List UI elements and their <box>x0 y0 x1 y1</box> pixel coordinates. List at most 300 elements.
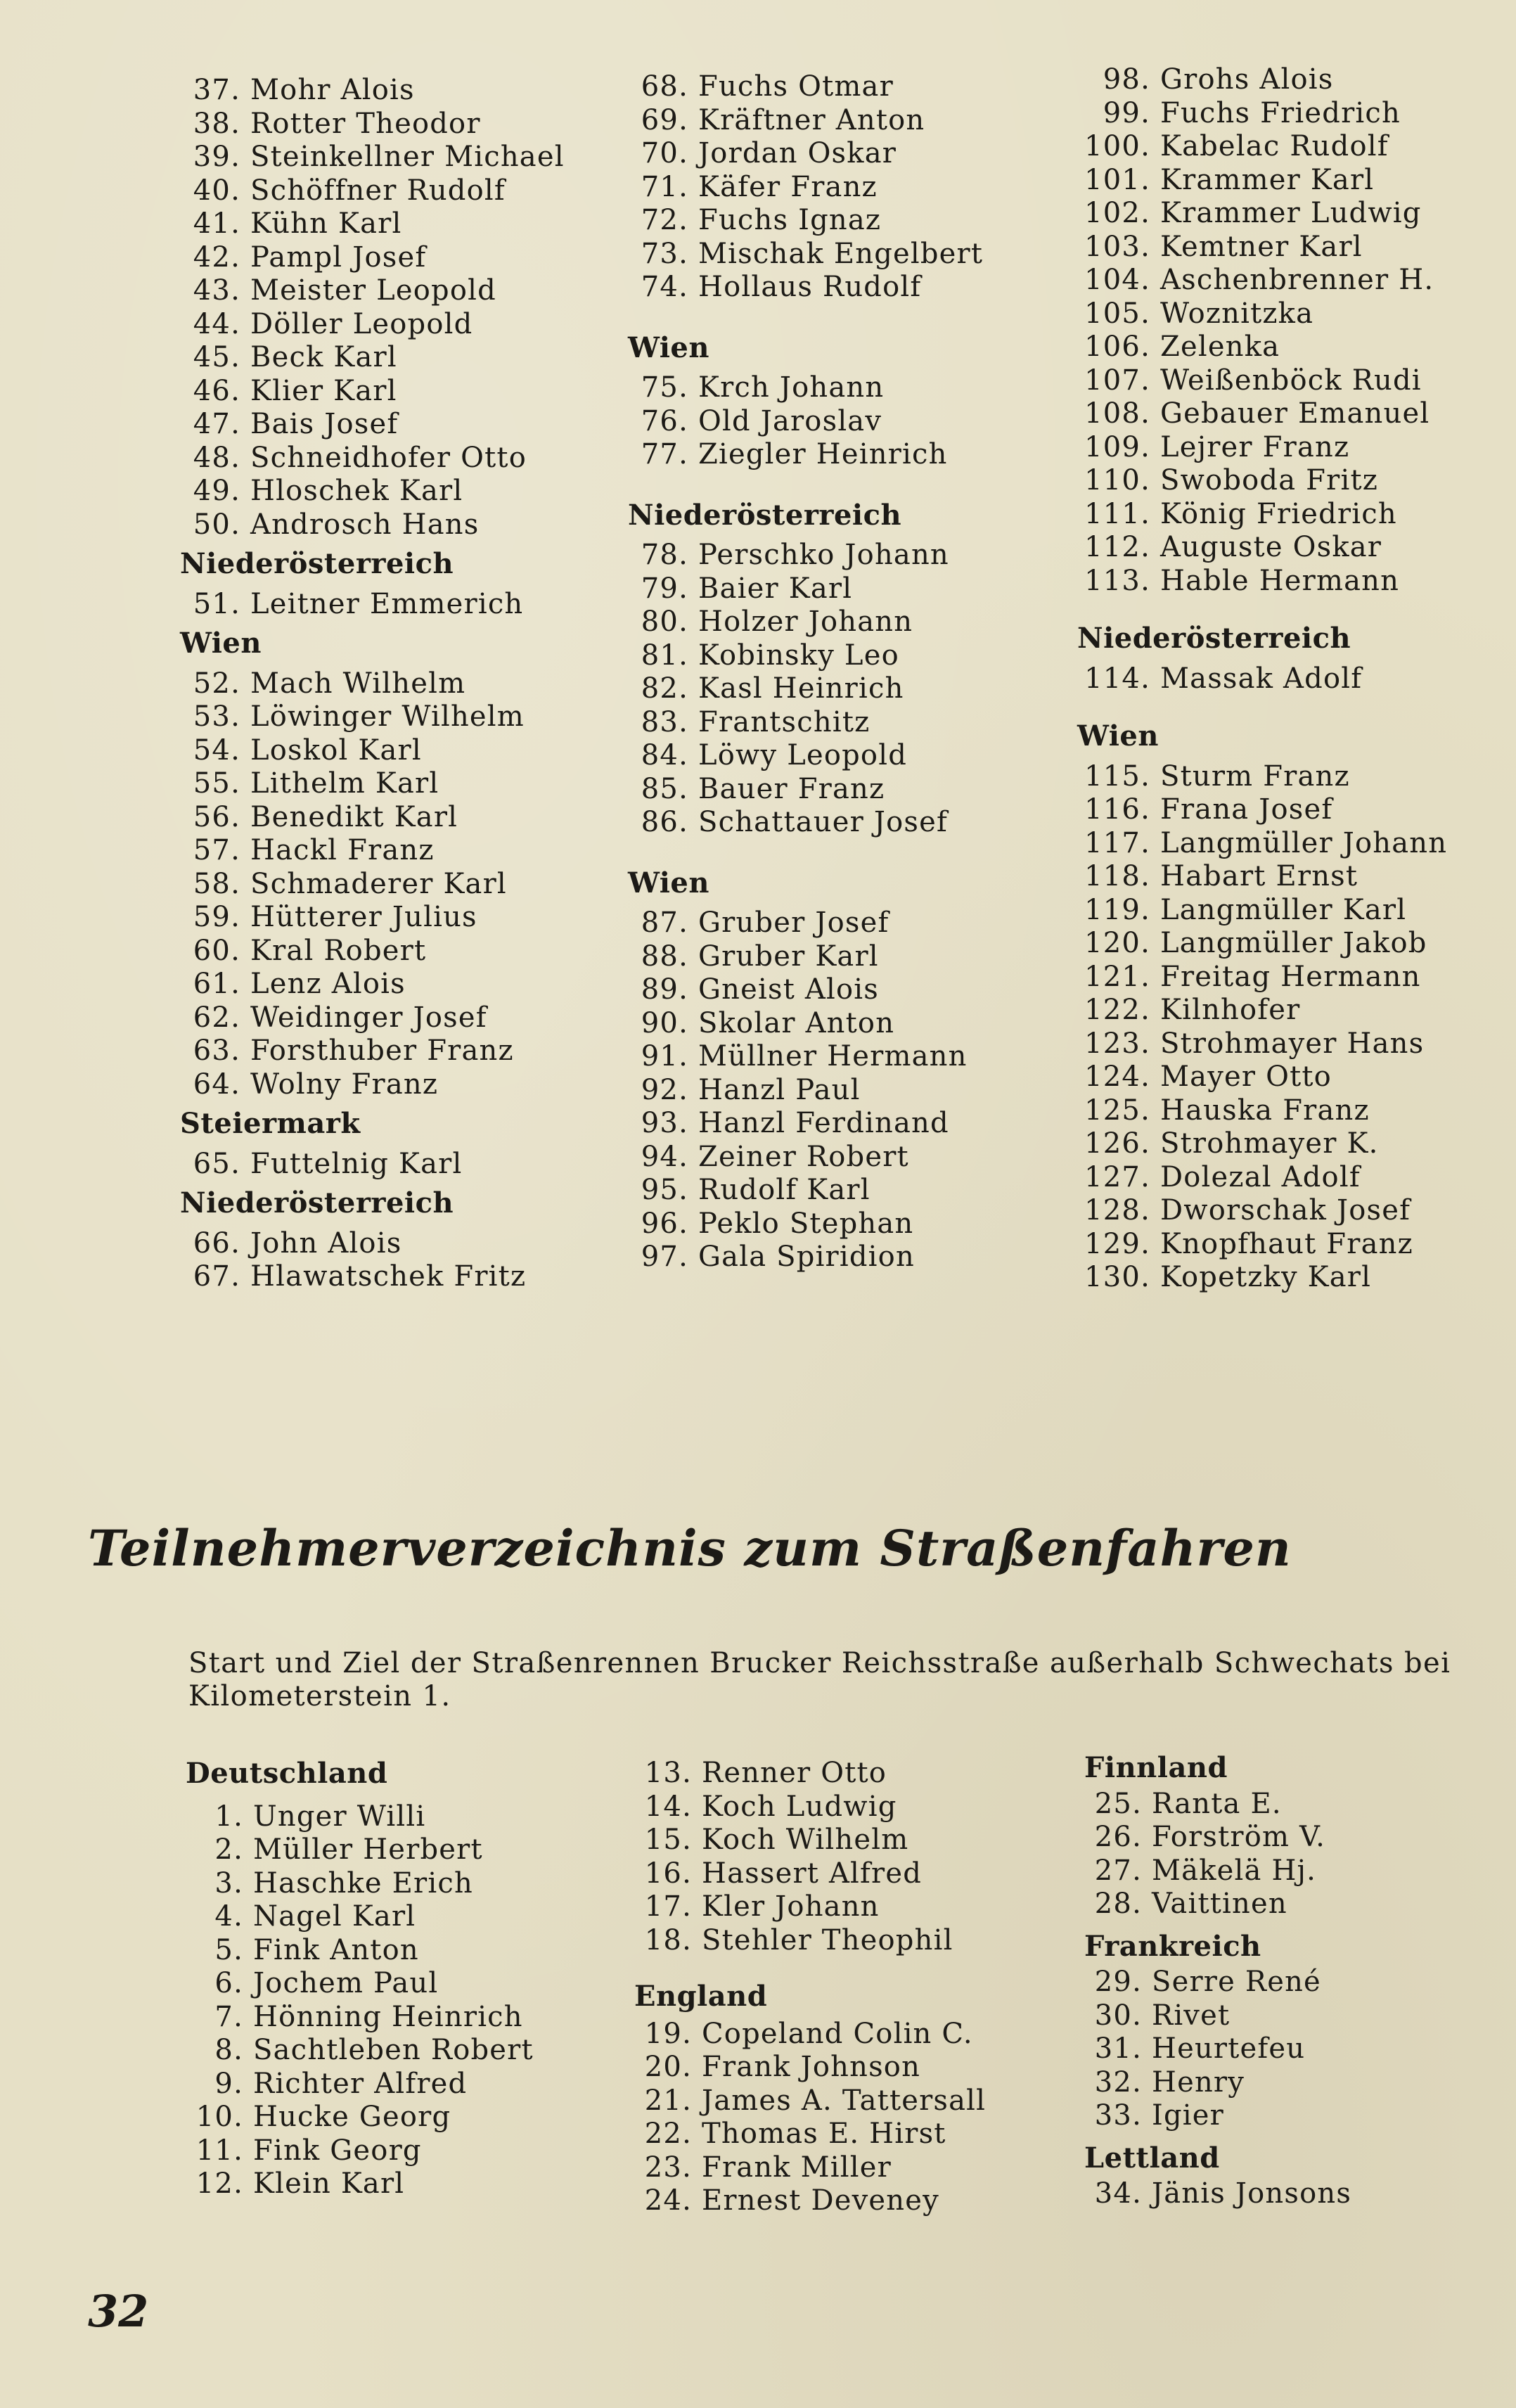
entry-name: Ziegler Heinrich <box>698 438 948 470</box>
entry-number: 77. <box>641 438 688 470</box>
top-column-3 <box>1076 63 1447 1295</box>
entry-name: Woznitzka <box>1160 297 1314 330</box>
entry-name: Heurtefeu <box>1152 2032 1306 2065</box>
entry-name: Langmüller Jakob <box>1160 927 1427 959</box>
participant-entry <box>1083 2032 1351 2066</box>
top-column-2 <box>629 70 983 1274</box>
entry-number: 66. <box>193 1227 240 1260</box>
participant-entry <box>1076 364 1447 398</box>
entry-number: 116. <box>1084 793 1150 826</box>
entry-number: 32. <box>1094 2066 1142 2099</box>
participant-entry <box>1076 1261 1447 1295</box>
participant-entry <box>184 1867 534 1901</box>
entry-number: 28. <box>1094 1888 1142 1920</box>
entry-name: Mischak Engelbert <box>698 237 984 270</box>
entry-number: 127. <box>1084 1160 1150 1193</box>
participant-entry <box>1076 894 1447 928</box>
entry-name: Hable Hermann <box>1160 564 1400 597</box>
entry-number: 27. <box>1094 1854 1142 1887</box>
entry-number: 6. <box>214 1967 243 1999</box>
entry-name: Peklo Stephan <box>698 1207 914 1240</box>
participant-entry <box>629 405 983 439</box>
participant-entry <box>629 1074 983 1108</box>
entry-number: 98. <box>1103 63 1150 96</box>
entry-number: 105. <box>1084 297 1150 330</box>
entry-number: 17. <box>644 1890 692 1923</box>
participant-entry <box>181 408 565 442</box>
entry-name: Fuchs Friedrich <box>1160 96 1401 129</box>
participant-entry <box>184 2101 534 2134</box>
participant-entry <box>184 1833 534 1867</box>
participant-entry <box>181 868 565 902</box>
entry-number: 85. <box>641 772 688 805</box>
entry-name: Kral Robert <box>250 934 427 967</box>
entry-name: Benedikt Karl <box>250 800 458 833</box>
entry-name: Holzer Johann <box>698 606 913 638</box>
entry-name: John Alois <box>250 1227 402 1260</box>
entry-number: 101. <box>1084 163 1150 196</box>
entry-number: 20. <box>644 2051 692 2083</box>
entry-name: Wolny Franz <box>250 1068 439 1101</box>
entry-name: Bauer Franz <box>698 772 885 805</box>
entry-name: Beck Karl <box>250 341 397 373</box>
participant-entry <box>1076 130 1447 164</box>
entry-name: Jänis Jonsons <box>1152 2177 1352 2210</box>
participant-entry <box>1076 97 1447 131</box>
entry-name: Rudolf Karl <box>698 1174 871 1206</box>
entry-number: 71. <box>641 170 688 203</box>
participant-entry <box>1076 164 1447 198</box>
entry-name: Sachtleben Robert <box>253 2034 534 2066</box>
entry-number: 74. <box>641 271 688 303</box>
entry-number: 57. <box>193 834 240 866</box>
entry-name: Schöffner Rudolf <box>250 174 506 207</box>
participant-entry <box>1076 827 1447 861</box>
entry-number: 47. <box>193 408 240 440</box>
entry-number: 9. <box>214 2067 243 2100</box>
entry-name: Schneidhofer Otto <box>250 441 527 474</box>
participant-entry <box>1083 2099 1351 2133</box>
entry-name: Krammer Ludwig <box>1160 197 1422 229</box>
participant-entry <box>629 773 983 807</box>
entry-number: 69. <box>641 103 688 136</box>
participant-entry <box>633 2184 986 2218</box>
entry-number: 82. <box>641 672 688 705</box>
region-heading: Wien <box>1077 719 1159 752</box>
entry-number: 108. <box>1084 397 1150 430</box>
participant-entry <box>629 137 983 171</box>
entry-name: Frank Johnson <box>702 2051 921 2083</box>
region-heading: Steiermark <box>180 1107 361 1140</box>
entry-name: Androsch Hans <box>250 508 480 541</box>
participant-entry <box>181 108 565 141</box>
entry-number: 1. <box>214 1800 243 1833</box>
entry-number: 75. <box>641 371 688 404</box>
participant-entry <box>181 935 565 968</box>
participant-entry <box>184 1967 534 2001</box>
entry-number: 97. <box>641 1241 688 1273</box>
participant-entry <box>1083 1821 1351 1855</box>
entry-name: Weidinger Josef <box>250 1001 487 1034</box>
entry-name: Skolar Anton <box>698 1006 895 1039</box>
entry-number: 83. <box>641 705 688 738</box>
participant-entry <box>629 606 983 639</box>
entry-name: Meister Leopold <box>250 274 496 307</box>
participant-entry <box>181 1227 565 1261</box>
section-title: Teilnehmerverzeichnis zum Straßenfahren <box>88 1519 1292 1577</box>
entry-name: Lithelm Karl <box>250 767 439 800</box>
region-heading: Niederösterreich <box>1077 622 1351 655</box>
entry-name: Haschke Erich <box>253 1866 473 1900</box>
participant-entry <box>181 475 565 508</box>
entry-number: 67. <box>193 1260 240 1293</box>
entry-number: 96. <box>641 1207 688 1240</box>
entry-name: Freitag Hermann <box>1160 960 1421 993</box>
entry-name: Koch Wilhelm <box>702 1824 909 1856</box>
participant-entry <box>181 1260 565 1294</box>
region-heading: Niederösterreich <box>180 547 454 580</box>
participant-entry <box>629 204 983 238</box>
participant-entry <box>181 508 565 542</box>
entry-name: Koch Ludwig <box>702 1790 897 1823</box>
entry-number: 30. <box>1094 1999 1142 2032</box>
participant-entry <box>629 70 983 104</box>
entry-name: Hassert Alfred <box>702 1857 923 1890</box>
entry-name: Mach Wilhelm <box>250 667 466 700</box>
participant-entry <box>1076 331 1447 364</box>
participant-entry <box>1076 1061 1447 1094</box>
participant-entry <box>629 907 983 940</box>
participant-entry <box>633 1824 986 1857</box>
participant-entry <box>633 1857 986 1891</box>
entry-number: 107. <box>1084 364 1150 397</box>
entry-number: 103. <box>1084 230 1150 263</box>
participant-entry <box>184 1900 534 1934</box>
participant-entry <box>181 308 565 342</box>
entry-name: Futtelnig Karl <box>250 1147 463 1180</box>
entry-name: Zelenka <box>1160 331 1280 363</box>
entry-number: 44. <box>193 307 240 340</box>
participant-entry <box>633 2151 986 2185</box>
entry-number: 125. <box>1084 1094 1150 1127</box>
entry-name: Hlawatschek Fritz <box>250 1260 527 1293</box>
entry-name: Müller Herbert <box>253 1833 483 1866</box>
participant-entry <box>181 588 565 622</box>
entry-number: 106. <box>1084 331 1150 363</box>
entry-name: Käfer Franz <box>698 170 878 203</box>
entry-name: Old Jaroslav <box>698 404 882 437</box>
entry-number: 4. <box>214 1900 243 1933</box>
entry-number: 92. <box>641 1073 688 1106</box>
entry-number: 13. <box>644 1757 692 1789</box>
participant-entry <box>1076 1228 1447 1262</box>
entry-name: Gala Spiridion <box>698 1241 915 1273</box>
entry-number: 130. <box>1084 1261 1150 1293</box>
entry-number: 120. <box>1084 927 1150 959</box>
entry-name: Klier Karl <box>250 374 397 407</box>
entry-number: 7. <box>214 2000 243 2033</box>
entry-number: 19. <box>644 2017 692 2050</box>
participant-entry <box>184 2068 534 2101</box>
entry-name: Lejrer Franz <box>1160 430 1350 463</box>
entry-number: 123. <box>1084 1027 1150 1060</box>
entry-name: Kräftner Anton <box>698 103 925 136</box>
entry-number: 38. <box>193 107 240 140</box>
entry-name: Serre René <box>1152 1966 1321 1998</box>
participant-entry <box>181 74 565 108</box>
participant-entry <box>629 1141 983 1174</box>
entry-number: 76. <box>641 404 688 437</box>
participant-entry <box>1076 63 1447 97</box>
entry-name: Henry <box>1152 2066 1245 2099</box>
entry-number: 89. <box>641 973 688 1006</box>
participant-entry <box>633 1791 986 1824</box>
participant-entry <box>184 1800 534 1834</box>
entry-name: Kopetzky Karl <box>1160 1261 1372 1293</box>
section-intro: Start und Ziel der Straßenrennen Brucker Reichsstraße außerhalb Schwechats bei Kilometerstein 1. <box>188 1647 1451 1712</box>
region-heading: Lettland <box>1084 2141 1220 2175</box>
participant-entry <box>633 2018 986 2051</box>
entry-number: 58. <box>193 867 240 900</box>
entry-name: Forsthuber Franz <box>250 1035 514 1067</box>
entry-number: 42. <box>193 241 240 274</box>
entry-number: 18. <box>644 1923 692 1956</box>
entry-name: Klein Karl <box>253 2167 405 2200</box>
entry-name: König Friedrich <box>1160 497 1397 530</box>
entry-number: 54. <box>193 734 240 767</box>
entry-name: Habart Ernst <box>1160 860 1358 892</box>
entry-name: Hollaus Rudolf <box>698 271 922 303</box>
participant-entry <box>629 438 983 472</box>
entry-name: Löwy Leopold <box>698 739 907 771</box>
entry-number: 104. <box>1084 264 1150 296</box>
entry-number: 114. <box>1084 662 1150 695</box>
participant-entry <box>1076 397 1447 431</box>
entry-number: 39. <box>193 141 240 173</box>
entry-name: Loskol Karl <box>250 734 422 767</box>
entry-name: Frana Josef <box>1160 793 1333 826</box>
participant-entry <box>1076 760 1447 794</box>
participant-entry <box>629 639 983 673</box>
entry-number: 15. <box>644 1824 692 1856</box>
participant-entry <box>1076 431 1447 465</box>
entry-number: 129. <box>1084 1227 1150 1260</box>
participant-entry <box>629 1040 983 1074</box>
entry-name: Baier Karl <box>698 572 853 605</box>
entry-name: Kler Johann <box>702 1890 880 1923</box>
participant-entry <box>1076 1127 1447 1161</box>
participant-entry <box>629 1208 983 1241</box>
entry-number: 55. <box>193 767 240 800</box>
entry-name: Gruber Josef <box>698 907 889 939</box>
participant-entry <box>1076 565 1447 598</box>
entry-number: 90. <box>641 1006 688 1039</box>
entry-name: Fuchs Otmar <box>698 70 894 103</box>
participant-entry <box>1076 264 1447 297</box>
participant-entry <box>1076 793 1447 827</box>
entry-number: 3. <box>214 1866 243 1900</box>
participant-entry <box>633 2118 986 2151</box>
participant-entry <box>1083 1788 1351 1821</box>
entry-name: Swoboda Fritz <box>1160 464 1378 497</box>
region-heading: Deutschland <box>186 1757 388 1790</box>
participant-entry <box>629 238 983 271</box>
participant-entry <box>1076 498 1447 532</box>
entry-number: 61. <box>193 968 240 1000</box>
entry-number: 86. <box>641 806 688 838</box>
participant-entry <box>181 375 565 409</box>
entry-name: Bais Josef <box>250 408 399 440</box>
entry-name: Rotter Theodor <box>250 107 481 140</box>
entry-number: 52. <box>193 667 240 700</box>
entry-name: Rivet <box>1152 1999 1231 2032</box>
participant-entry <box>181 801 565 835</box>
entry-name: Fink Anton <box>253 1933 419 1966</box>
entry-number: 87. <box>641 907 688 939</box>
participant-entry <box>629 539 983 572</box>
entry-name: Pampl Josef <box>250 241 427 274</box>
entry-name: Ernest Deveney <box>702 2184 939 2217</box>
entry-name: Krammer Karl <box>1160 163 1375 196</box>
entry-name: Vaittinen <box>1152 1888 1287 1920</box>
entry-number: 59. <box>193 901 240 933</box>
entry-number: 22. <box>644 2118 692 2150</box>
entry-number: 62. <box>193 1001 240 1034</box>
entry-name: Strohmayer K. <box>1160 1127 1379 1160</box>
region-heading: Niederösterreich <box>180 1186 454 1219</box>
participant-entry <box>629 1107 983 1141</box>
entry-name: Ranta E. <box>1152 1787 1282 1820</box>
entry-number: 49. <box>193 475 240 507</box>
entry-name: Renner Otto <box>702 1757 887 1789</box>
entry-number: 34. <box>1094 2177 1142 2210</box>
entry-name: Hanzl Ferdinand <box>698 1107 949 1139</box>
participant-entry <box>629 806 983 840</box>
entry-number: 41. <box>193 207 240 240</box>
entry-name: Hauska Franz <box>1160 1094 1370 1127</box>
entry-number: 5. <box>214 1933 243 1966</box>
entry-name: Kabelac Rudolf <box>1160 130 1389 162</box>
participant-entry <box>184 2001 534 2035</box>
participant-entry <box>1076 464 1447 498</box>
entry-name: Mäkelä Hj. <box>1152 1854 1317 1887</box>
entry-name: Kasl Heinrich <box>698 672 904 705</box>
entry-name: Fuchs Ignaz <box>698 204 882 236</box>
bottom-column-1 <box>184 1757 534 2201</box>
entry-name: Gneist Alois <box>698 973 879 1006</box>
entry-name: Mayer Otto <box>1160 1061 1332 1093</box>
entry-name: Perschko Johann <box>698 539 949 571</box>
participant-entry <box>1076 1194 1447 1228</box>
entry-name: Stehler Theophil <box>702 1923 953 1956</box>
entry-number: 56. <box>193 800 240 833</box>
page-number: 32 <box>88 2286 149 2337</box>
participant-entry <box>629 940 983 974</box>
entry-name: Frantschitz <box>698 705 871 738</box>
participant-entry <box>181 174 565 208</box>
participant-entry <box>181 667 565 701</box>
entry-number: 46. <box>193 374 240 407</box>
entry-name: Sturm Franz <box>1160 760 1350 793</box>
entry-name: Schattauer Josef <box>698 806 949 838</box>
participant-entry <box>1076 860 1447 894</box>
entry-name: Copeland Colin C. <box>702 2017 973 2050</box>
region-heading: Frankreich <box>1084 1929 1261 1963</box>
participant-entry <box>1076 531 1447 565</box>
participant-entry <box>629 171 983 205</box>
participant-entry <box>184 2167 534 2201</box>
participant-entry <box>181 700 565 734</box>
entry-number: 110. <box>1084 464 1150 497</box>
entry-number: 117. <box>1084 826 1150 859</box>
participant-entry <box>181 442 565 475</box>
entry-number: 88. <box>641 940 688 973</box>
entry-name: Unger Willi <box>253 1800 426 1833</box>
participant-entry <box>1083 2177 1351 2211</box>
entry-number: 112. <box>1084 531 1150 563</box>
entry-name: Knopfhaut Franz <box>1160 1227 1413 1260</box>
participant-entry <box>629 706 983 740</box>
participant-entry <box>633 2084 986 2118</box>
entry-number: 122. <box>1084 994 1150 1026</box>
participant-entry <box>181 734 565 768</box>
entry-number: 12. <box>195 2167 243 2200</box>
entry-number: 100. <box>1084 130 1150 162</box>
entry-name: Igier <box>1152 2099 1224 2132</box>
entry-name: Kobinsky Leo <box>698 639 899 672</box>
entry-number: 94. <box>641 1140 688 1173</box>
participant-entry <box>181 341 565 375</box>
entry-number: 2. <box>214 1833 243 1866</box>
entry-name: Hütterer Julius <box>250 901 477 933</box>
bottom-column-2 <box>633 1757 986 2218</box>
entry-number: 78. <box>641 539 688 571</box>
entry-number: 51. <box>193 587 240 620</box>
entry-number: 80. <box>641 606 688 638</box>
participant-entry <box>1083 1888 1351 1921</box>
entry-name: Löwinger Wilhelm <box>250 700 525 733</box>
entry-number: 119. <box>1084 893 1150 926</box>
participant-entry <box>1076 197 1447 231</box>
top-column-1 <box>181 74 565 1294</box>
participant-entry <box>1083 2066 1351 2100</box>
entry-name: Auguste Oskar <box>1160 531 1382 563</box>
participant-entry <box>1076 994 1447 1027</box>
participant-entry <box>629 371 983 405</box>
entry-name: Kemtner Karl <box>1160 230 1363 263</box>
entry-name: Kilnhofer <box>1160 994 1301 1026</box>
entry-number: 25. <box>1094 1787 1142 1820</box>
entry-name: Dolezal Adolf <box>1160 1160 1361 1193</box>
participant-entry <box>1076 1027 1447 1061</box>
entry-number: 65. <box>193 1147 240 1180</box>
entry-number: 118. <box>1084 860 1150 892</box>
entry-name: Dworschak Josef <box>1160 1194 1411 1227</box>
entry-number: 23. <box>644 2151 692 2184</box>
participant-entry <box>633 2051 986 2084</box>
entry-number: 111. <box>1084 497 1150 530</box>
entry-number: 16. <box>644 1857 692 1890</box>
participant-entry <box>181 968 565 1001</box>
entry-number: 45. <box>193 341 240 373</box>
entry-name: Fink Georg <box>253 2134 422 2167</box>
participant-entry <box>629 104 983 138</box>
entry-number: 95. <box>641 1174 688 1206</box>
entry-number: 81. <box>641 639 688 672</box>
participant-entry <box>181 834 565 868</box>
entry-number: 99. <box>1103 96 1150 129</box>
entry-number: 102. <box>1084 197 1150 229</box>
